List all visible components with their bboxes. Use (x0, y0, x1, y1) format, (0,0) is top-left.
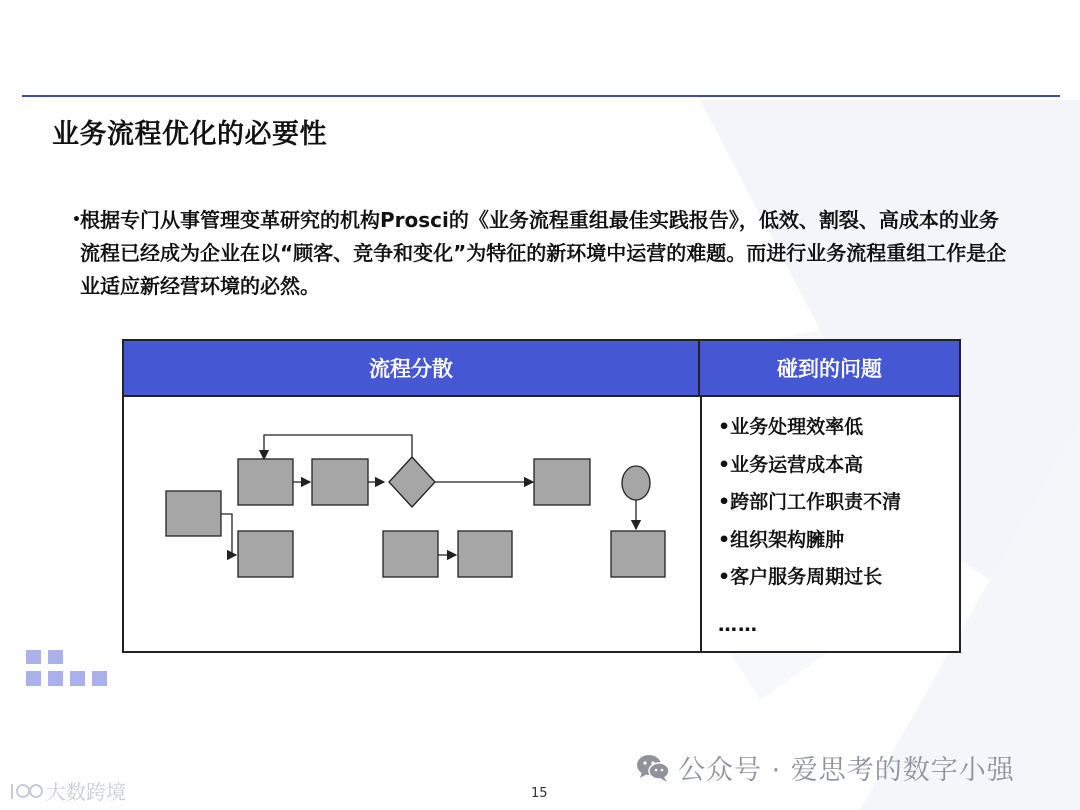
decorative-squares (26, 650, 116, 690)
watermark-left (6, 776, 126, 805)
process-box-h (611, 531, 665, 577)
process-box-c (312, 459, 368, 505)
issue-item: •组织架构臃肿 (718, 528, 845, 551)
issue-item: •跨部门工作职责不清 (718, 491, 902, 513)
title-rule (22, 95, 1060, 97)
page-title: 业务流程优化的必要性 (52, 119, 327, 150)
comparison-table (122, 339, 961, 653)
issues-ellipsis: …… (718, 613, 758, 636)
right-column-header: 碰到的问题 (700, 341, 959, 397)
intro-bullet: • (72, 212, 81, 228)
issue-item: •客户服务周期过长 (718, 566, 883, 588)
decision-diamond (389, 457, 435, 507)
issues-list (718, 409, 958, 644)
watermark-left-text: 大数跨境 (46, 780, 126, 804)
process-box-f (383, 531, 438, 577)
process-box-a (166, 491, 221, 536)
page-number: 15 (531, 786, 548, 801)
start-circle (622, 466, 650, 500)
connector-loop (264, 435, 412, 459)
watermark-right-text: 公众号 · 爱思考的数字小强 (678, 755, 1015, 786)
issue-item: •业务运营成本高 (718, 453, 864, 476)
intro-text: 根据专门从事管理变革研究的机构Prosci的《业务流程重组最佳实践报告》，低效、割裂、高成本的业务流程已经成为企业在以“顾客、竞争和变化”为特征的新环境中运营的难题。而进行业务流程重组工作是企业适应新经营环境的必然。 (80, 208, 1007, 298)
column-divider (700, 397, 702, 651)
watermark-logo-icon (6, 779, 44, 803)
process-box-d (534, 459, 590, 505)
issue-item: •业务处理效率低 (718, 416, 864, 438)
left-column-header: 流程分散 (124, 341, 700, 397)
scattered-process-diagram (124, 397, 700, 651)
process-box-b (238, 459, 293, 505)
watermark-right (636, 748, 1015, 787)
intro-paragraph (72, 204, 1022, 303)
wechat-icon (636, 753, 670, 783)
process-box-g (458, 531, 512, 577)
process-box-e (238, 531, 293, 577)
connector-a-e (221, 514, 236, 555)
